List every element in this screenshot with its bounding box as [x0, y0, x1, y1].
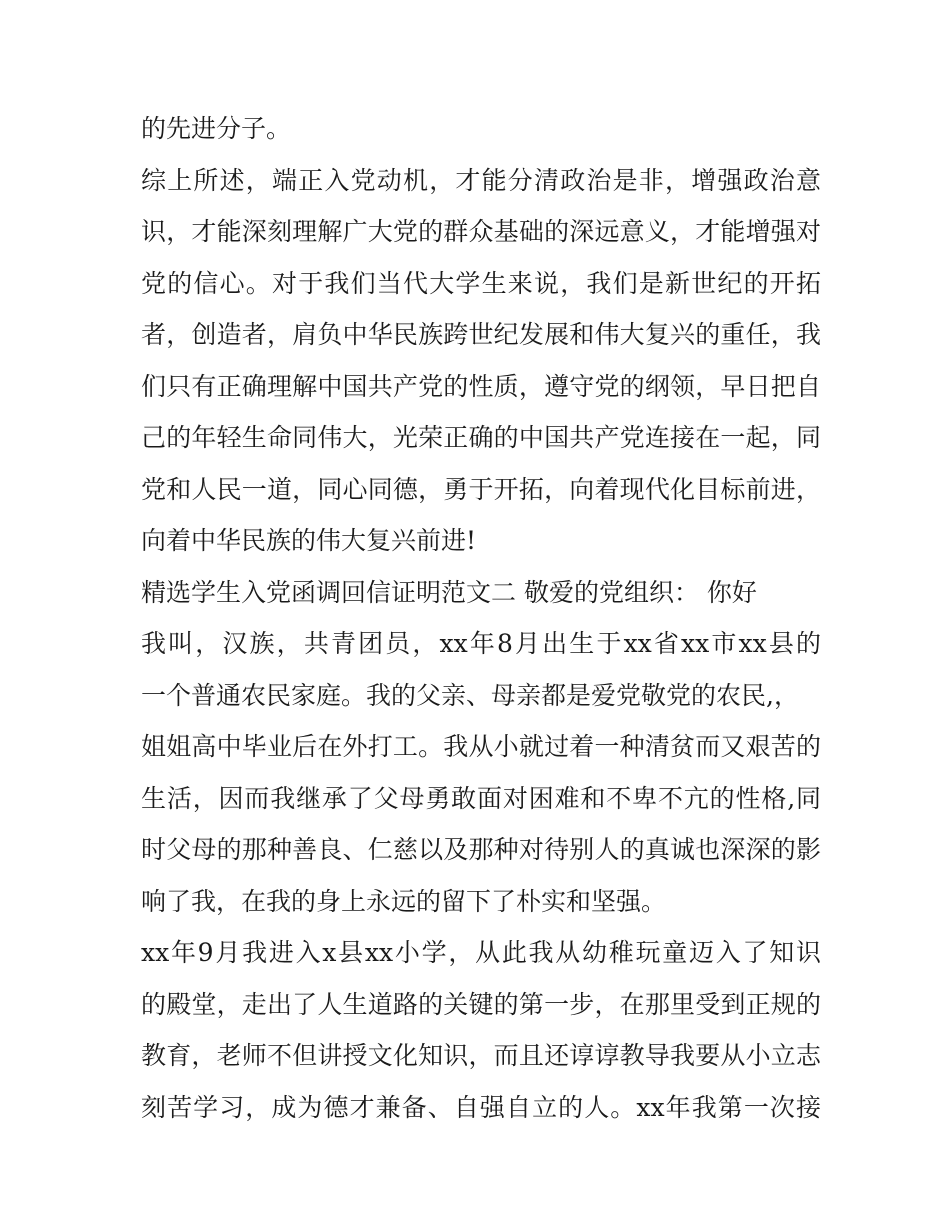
text-line: 响了我，在我的身上永远的留下了朴实和坚强。	[141, 886, 667, 916]
text-line: 综上所述，端正入党动机，才能分清政治是非，增强政治意	[141, 165, 821, 195]
text-line: 的殿堂，走出了人生道路的关键的第一步，在那里受到正规的	[141, 989, 821, 1019]
text-line: 己的年轻生命同伟大，光荣正确的中国共产党连接在一起，同	[141, 423, 821, 452]
text-line: 党和人民一道，同心同德，勇于开拓，向着现代化目标前进，	[141, 474, 821, 504]
text-line: 一个普通农民家庭。我的父亲、母亲都是爱党敬党的农民,，	[141, 680, 799, 710]
text-line: 生活，因而我继承了父母勇敢面对困难和不卑不亢的性格,同	[141, 783, 821, 813]
text-line: 党的信心。对于我们当代大学生来说，我们是新世纪的开拓	[141, 268, 821, 298]
text-line: 的先进分子。	[141, 114, 292, 143]
text-line: 识，才能深刻理解广大党的群众基础的深远意义，才能增强对	[141, 217, 821, 246]
text-line: 者，创造者，肩负中华民族跨世纪发展和伟大复兴的重任，我	[141, 320, 821, 349]
text-line: xx年9月我进入x县xx小学，从此我从幼稚玩童迈入了知识	[141, 938, 821, 967]
text-line: 教育，老师不但讲授文化知识，而且还谆谆教导我要从小立志	[141, 1041, 821, 1070]
text-line: 们只有正确理解中国共产党的性质，遵守党的纲领，早日把自	[141, 371, 821, 401]
section-heading-line: 精选学生入党函调回信证明范文二 敬爱的党组织： 你好	[141, 577, 757, 607]
text-line: 向着中华民族的伟大复兴前进!	[141, 526, 477, 555]
text-line: 刻苦学习，成为德才兼备、自强自立的人。xx年我第一次接	[141, 1092, 821, 1122]
text-line: 时父母的那种善良、仁慈以及那种对待别人的真诚也深深的影	[141, 835, 821, 864]
text-line: 姐姐高中毕业后在外打工。我从小就过着一种清贫而又艰苦的	[141, 732, 821, 761]
document-text-body	[141, 108, 821, 1138]
text-line: 我叫，汉族，共青团员，xx年8月出生于xx省xx市xx县的	[141, 629, 821, 658]
